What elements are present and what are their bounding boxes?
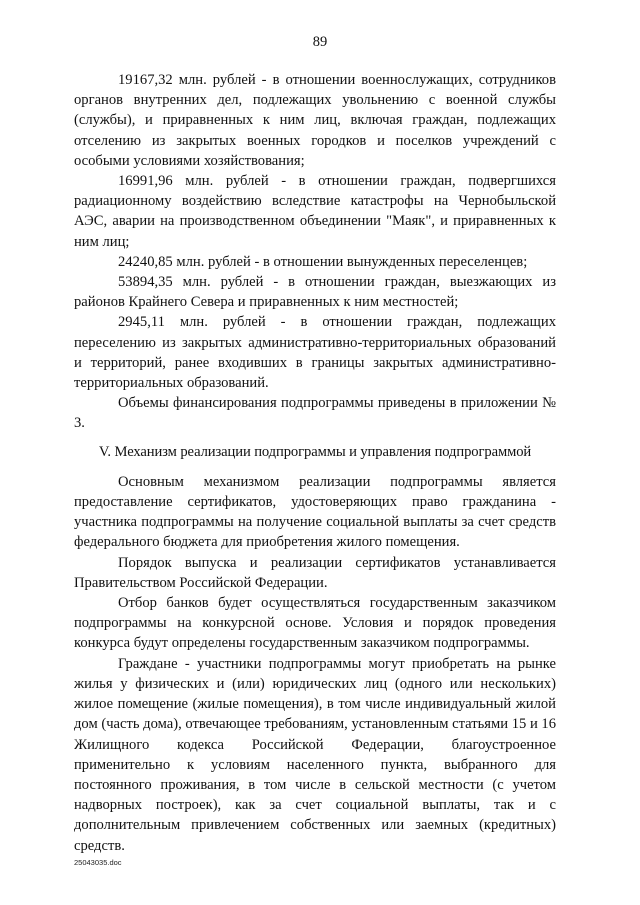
paragraph-closed-territories-funding: 2945,11 млн. рублей - в отношении граждан, подлежащих переселению из закрытых административно-территориальных образований и территорий, ранее входивших в границы закрытых административно-территориальных образований. (74, 314, 556, 392)
section-heading: V. Механизм реализации подпрограммы и управления подпрограммой (98, 443, 532, 460)
paragraph-military-funding: 19167,32 млн. рублей - в отношении военнослужащих, сотрудников органов внутренних дел, подлежащих увольнению с военной службы (службы), и приравненных к ним лиц, включая граждан, подлежащих отселению из закрытых военных городков и поселков учреждений с особыми условиями хозяйствования; (74, 72, 556, 169)
paragraph-housing-purchase: Граждане - участники подпрограммы могут приобретать на рынке жилья у физических и (или) юридических лиц (одного или нескольких) жилое помещение (жилые помещения), в том числе индивидуальный жилой дом (часть дома), отвечающее требованиям, установленным статьями 15 и 16 Жилищного кодекса Российской Федерации, благоустроенное применительно к условиям населенного пункта, выбранного для постоянного проживания, в том числе в сельской местности (с учетом надворных построек), как за счет социальной выплаты, так и с дополнительным привлечением собственных или заемных (кредитных) средств. (74, 655, 556, 854)
paragraph-displaced-funding: 24240,85 млн. рублей - в отношении вынужденных переселенцев; (118, 253, 528, 270)
page-number: 89 (312, 34, 328, 50)
document-footer: 25043035.doc (74, 858, 122, 867)
paragraph-north-funding: 53894,35 млн. рублей - в отношении граждан, выезжающих из районов Крайнего Севера и приравненных к ним местностей; (74, 274, 556, 311)
document-body (74, 70, 556, 856)
paragraph-certificate-procedure: Порядок выпуска и реализации сертификатов устанавливается Правительством Российской Федерации. (74, 554, 556, 591)
paragraph-radiation-funding: 16991,96 млн. рублей - в отношении граждан, подвергшихся радиационному воздействию вследствие катастрофы на Чернобыльской АЭС, аварии на производственном объединении "Маяк", и приравненных к ним лиц; (74, 173, 556, 250)
paragraph-bank-selection: Отбор банков будет осуществляться государственным заказчиком подпрограммы на конкурсной основе. Условия и порядок проведения конкурса будут определены государственным заказчиком подпрограммы. (74, 595, 556, 652)
paragraph-funding-appendix: Объемы финансирования подпрограммы приведены в приложении № 3. (74, 395, 556, 432)
paragraph-main-mechanism: Основным механизмом реализации подпрограммы является предоставление сертификатов, удостоверяющих право гражданина - участника подпрограммы на получение социальной выплаты за счет средств федерального бюджета для приобретения жилого помещения. (74, 473, 556, 551)
